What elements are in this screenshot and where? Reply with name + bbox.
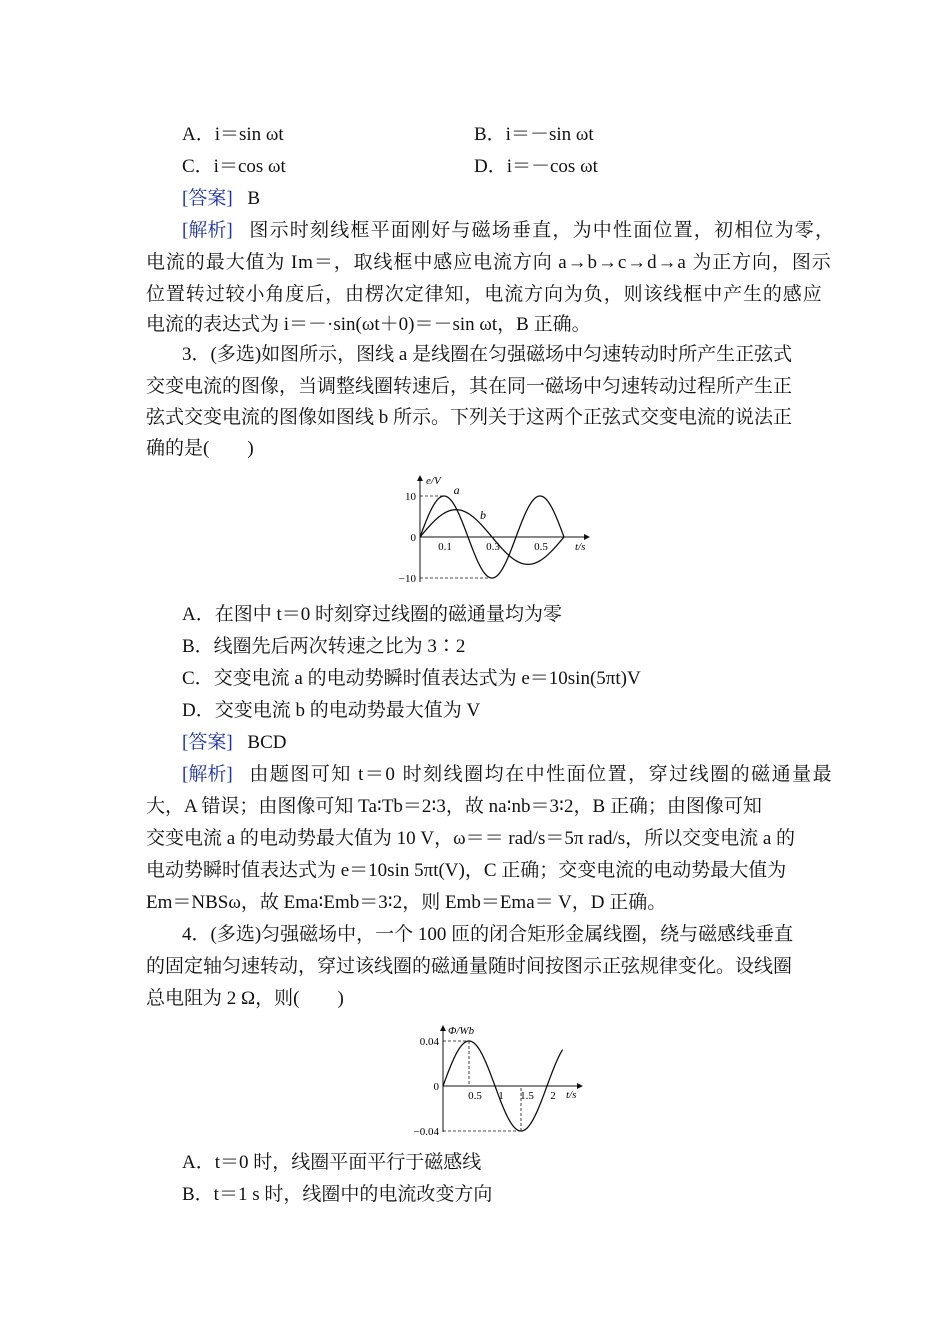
q3-stem: 交变电流的图像，当调整线圈转速后，其在同一磁场中匀速转动过程所产生正 [146, 376, 793, 397]
y-tick-label: 10 [405, 491, 416, 503]
q4-stem: 4．(多选)匀强磁场中，一个 100 匝的闭合矩形金属线圈，绕与磁感线垂直 [182, 924, 794, 945]
analysis-text: Em＝NBSω，故 Ema∶Emb＝3∶2，则 Emb＝Ema＝ V，D 正确。 [146, 892, 667, 913]
analysis-text: 由题图可知 t＝0 时刻线圈均在中性面位置，穿过线圈的磁通量最 [249, 764, 834, 785]
x-tick-label: 2 [550, 1090, 556, 1102]
x-tick-label: 0.3 [486, 541, 500, 553]
y-tick-label: 0 [433, 1081, 439, 1093]
analysis-text: 位置转过较小角度后，由楞次定律知，电流方向为负，则该线框中产生的感应 [146, 284, 823, 305]
q2-answer [182, 186, 260, 212]
analysis-tag: [解析] [182, 220, 233, 241]
q2-option-a: A．i＝sin ωt [182, 124, 284, 145]
y-axis-label: Φ/Wb [448, 1025, 475, 1037]
q3-option-d: D．交变电流 b 的电动势最大值为 V [182, 700, 481, 721]
q3-option-a: A．在图中 t＝0 时刻穿过线圈的磁通量均为零 [182, 604, 563, 625]
analysis-text: 图示时刻线框平面刚好与磁场垂直，为中性面位置，初相位为零， [249, 220, 836, 241]
x-axis-label: t/s [566, 1089, 577, 1101]
y-tick-label: −10 [398, 573, 416, 585]
q3-answer [182, 730, 286, 756]
answer-value: BCD [247, 732, 287, 753]
q3-emf-chart [392, 470, 602, 590]
y-tick-label: 0.04 [419, 1036, 439, 1048]
answer-value: B [247, 188, 261, 209]
analysis-text: 大，A 错误；由图像可知 Ta∶Tb＝2∶3，故 na∶nb＝3∶2，B 正确；由图像可知 [146, 796, 762, 817]
q2-analysis-line [182, 218, 835, 244]
q3-stem: 3．(多选)如图所示，图线 a 是线圈在匀强磁场中匀速转动时所产生正弦式 [182, 344, 793, 365]
series-b-label: b [480, 507, 486, 522]
x-tick-label: 0.5 [468, 1090, 482, 1102]
q3-stem: 确的是( ) [146, 438, 254, 459]
y-axis-label: e/V [426, 475, 441, 487]
x-tick-label: 0.5 [534, 541, 548, 553]
q3-option-c: C．交变电流 a 的电动势瞬时值表达式为 e＝10sin(5πt)V [182, 668, 641, 689]
q3-analysis-line [182, 762, 833, 788]
analysis-text: 电流的表达式为 i＝－·sin(ωt＋0)＝－sin ωt，B 正确。 [146, 314, 591, 335]
series-a-label: a [453, 482, 460, 497]
q3-stem: 弦式交变电流的图像如图线 b 所示。下列关于这两个正弦式交变电流的说法正 [146, 407, 793, 428]
analysis-text: 电动势瞬时值表达式为 e＝10sin 5πt(V)，C 正确；交变电流的电动势最大值为 [146, 860, 787, 881]
q4-stem: 总电阻为 2 Ω，则( ) [146, 988, 344, 1009]
q2-option-b: B．i＝－sin ωt [474, 124, 594, 145]
q4-stem: 的固定轴匀速转动，穿过该线圈的磁通量随时间按图示正弦规律变化。设线圈 [146, 956, 793, 977]
q3-option-b: B．线圈先后两次转速之比为 3∶2 [182, 636, 466, 657]
analysis-text: 电流的最大值为 Im＝，取线框中感应电流方向 a→b→c→d→a 为正方向，图示 [146, 252, 832, 273]
analysis-tag: [解析] [182, 764, 233, 785]
x-tick-label: 1 [498, 1090, 504, 1102]
x-tick-label: 0.1 [438, 541, 452, 553]
y-tick-label: 0 [410, 532, 416, 544]
q2-option-d: D．i＝－cos ωt [474, 156, 598, 177]
q2-option-c: C．i＝cos ωt [182, 156, 286, 177]
x-axis-label: t/s [575, 541, 586, 553]
q4-option-b: B．t＝1 s 时，线圈中的电流改变方向 [182, 1184, 493, 1205]
y-tick-label: −0.04 [413, 1126, 439, 1138]
q4-option-a: A．t＝0 时，线圈平面平行于磁感线 [182, 1152, 482, 1173]
analysis-text: 交变电流 a 的电动势最大值为 10 V，ω＝＝ rad/s＝5π rad/s，所以交变电流 a 的 [146, 828, 796, 849]
answer-tag: [答案] [182, 188, 233, 209]
x-tick-label: 1.5 [520, 1090, 534, 1102]
q4-flux-chart [408, 1020, 588, 1140]
answer-tag: [答案] [182, 732, 233, 753]
